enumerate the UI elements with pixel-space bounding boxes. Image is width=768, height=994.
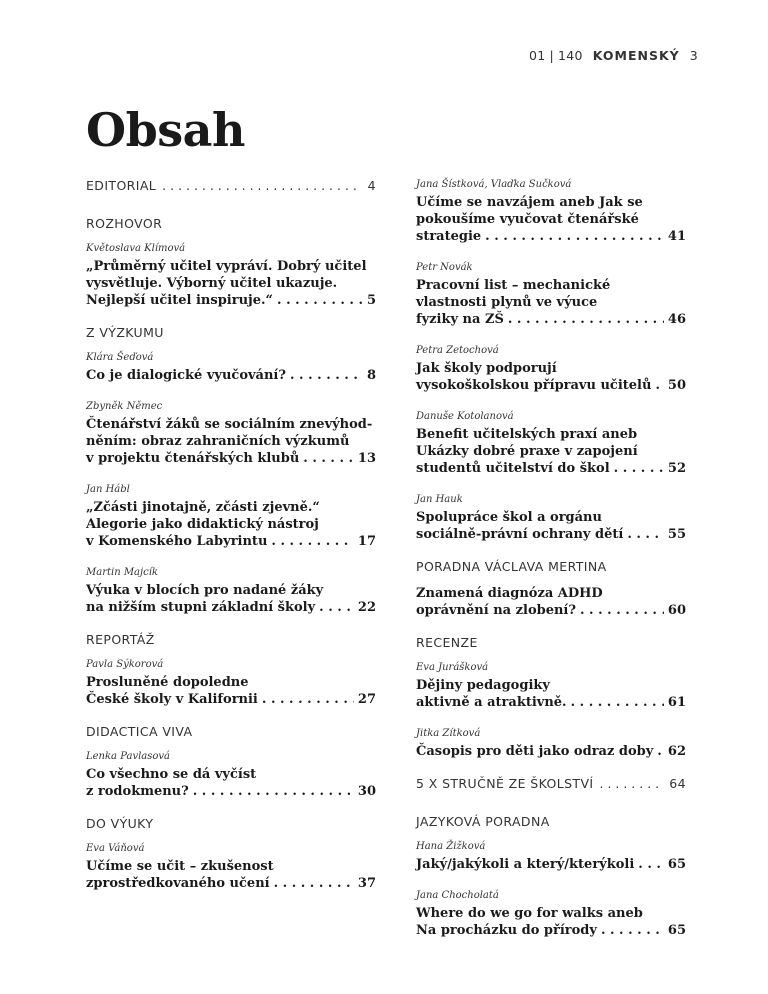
article-author: Eva Váňová xyxy=(86,843,145,854)
separator: | xyxy=(549,48,555,63)
title-last-line xyxy=(416,856,686,873)
article-author: Jan Hábl xyxy=(86,484,130,495)
title-last-line xyxy=(86,599,376,616)
toc-left-column xyxy=(86,178,376,908)
page-number: 55 xyxy=(667,527,686,542)
title-last-line xyxy=(86,292,376,309)
title-line: Na procházku do přírody xyxy=(416,923,597,938)
article-title xyxy=(86,582,376,616)
article-author: Eva Jurášková xyxy=(416,662,489,673)
title-last-line xyxy=(86,367,376,384)
article-title xyxy=(416,585,686,619)
section-heading: JAZYKOVÁ PORADNA xyxy=(416,814,550,829)
title-line: Spolupráce škol a orgánu xyxy=(416,510,602,525)
toc-article xyxy=(416,727,686,760)
leader-dots xyxy=(638,856,664,873)
title-line: Pracovní list – mechanické xyxy=(416,278,611,293)
section-heading: ROZHOVOR xyxy=(86,216,163,231)
title-line: fyziky na ZŠ xyxy=(416,312,504,327)
toc-article xyxy=(416,840,686,873)
toc-article xyxy=(86,566,376,616)
title-line: Čtenářství žáků se sociálním znevýhod- xyxy=(86,417,373,432)
section-heading: PORADNA VÁCLAVA MERTINA xyxy=(416,559,607,574)
article-author: Petra Zetochová xyxy=(416,345,499,356)
section-heading: Z VÝZKUMU xyxy=(86,325,164,340)
title-line: aktivně a atraktivně. xyxy=(416,695,567,710)
title-line: oprávnění na zlobení? xyxy=(416,603,576,618)
leader-dots xyxy=(319,599,354,616)
toc-article xyxy=(416,410,686,477)
leader-dots xyxy=(580,602,664,619)
page-number: 4 xyxy=(367,178,376,193)
title-line: Co všechno se dá vyčíst xyxy=(86,767,257,782)
toc-article xyxy=(416,178,686,245)
issue-count: 140 xyxy=(558,48,583,63)
section-heading: DO VÝUKY xyxy=(86,816,154,831)
article-title xyxy=(86,766,376,800)
title-line: Benefit učitelských praxí aneb xyxy=(416,427,638,442)
title-last-line xyxy=(416,311,686,328)
title-line: Co je dialogické vyučování? xyxy=(86,368,286,383)
leader-dots xyxy=(277,292,363,309)
title-line: v Komenského Labyrintu xyxy=(86,534,268,549)
title-line: studentů učitelství do škol xyxy=(416,461,610,476)
page-number: 37 xyxy=(357,876,376,891)
leader-dots xyxy=(274,875,354,892)
title-line: pokoušíme vyučovat čtenářské xyxy=(416,212,639,227)
article-author: Petr Novák xyxy=(416,262,473,273)
title-line: „Průměrný učitel vypráví. Dobrý učitel xyxy=(86,259,367,274)
section-heading: REPORTÁŽ xyxy=(86,632,155,647)
title-last-line xyxy=(416,602,686,619)
page-number: 60 xyxy=(667,603,686,618)
leader-dots xyxy=(193,783,354,800)
title-last-line xyxy=(86,533,376,550)
article-author: Jana Šístková, Vlaďka Sučková xyxy=(416,179,572,190)
title-line: v projektu čtenářských klubů xyxy=(86,451,300,466)
leader-dots xyxy=(601,922,664,939)
page-number: 61 xyxy=(667,695,686,710)
title-last-line xyxy=(416,922,686,939)
article-author: Jan Hauk xyxy=(416,494,463,505)
page-number: 8 xyxy=(366,368,376,383)
leader-dots xyxy=(262,691,354,708)
toc-article xyxy=(86,483,376,550)
title-last-line xyxy=(416,228,686,245)
toc-article xyxy=(86,242,376,309)
page-number: 22 xyxy=(357,600,376,615)
leader-dots xyxy=(485,228,664,245)
page-number: 3 xyxy=(689,48,698,63)
title-line: „Zčásti jinotajně, zčásti zjevně.“ xyxy=(86,500,320,515)
leader-dots xyxy=(303,450,354,467)
toc-article xyxy=(86,400,376,467)
title-line: Where do we go for walks aneb xyxy=(416,906,643,921)
title-last-line xyxy=(416,460,686,477)
title-line: Výuka v blocích pro nadané žáky xyxy=(86,583,324,598)
title-line: Ukázky dobré praxe v zapojení xyxy=(416,444,638,459)
page-number: 5 xyxy=(366,293,376,308)
title-line: vlastnosti plynů ve výuce xyxy=(416,295,598,310)
leader-dots xyxy=(657,743,664,760)
leader-dots xyxy=(162,178,361,194)
leader-dots xyxy=(655,377,663,394)
title-line: Alegorie jako didaktický nástroj xyxy=(86,517,319,532)
leader-dots xyxy=(600,776,664,792)
page-number: 13 xyxy=(357,451,376,466)
title-last-line xyxy=(416,694,686,711)
title-line: na nižším stupni základní školy xyxy=(86,600,316,615)
page-number: 27 xyxy=(357,692,376,707)
toc-section-entry xyxy=(416,776,686,792)
article-title xyxy=(416,677,686,711)
article-title xyxy=(86,858,376,892)
page-number: 41 xyxy=(667,229,686,244)
title-line: strategie xyxy=(416,229,482,244)
article-author: Klára Šeďová xyxy=(86,352,154,363)
page-header xyxy=(529,48,698,63)
title-last-line xyxy=(86,450,376,467)
section-label: 5 X STRUČNĚ ZE ŠKOLSTVÍ xyxy=(416,776,594,791)
page-number: 17 xyxy=(357,534,376,549)
title-line: zprostředkovaného učení xyxy=(86,876,270,891)
title-line: z rodokmenu? xyxy=(86,784,189,799)
title-line: České školy v Kalifornii xyxy=(86,692,258,707)
article-author: Martin Majcík xyxy=(86,567,158,578)
article-author: Jana Chocholatá xyxy=(416,890,499,901)
title-line: Prosluněné dopoledne xyxy=(86,675,249,690)
article-author: Květoslava Klímová xyxy=(86,243,186,254)
magazine-name: KOMENSKÝ xyxy=(592,48,680,63)
toc-article xyxy=(416,344,686,394)
leader-dots xyxy=(508,311,664,328)
title-line: Učíme se navzájem aneb Jak se xyxy=(416,195,643,210)
title-line: Jak školy podporují xyxy=(416,361,557,376)
title-last-line xyxy=(86,691,376,708)
toc-section-entry xyxy=(86,178,376,194)
toc-article xyxy=(416,661,686,711)
page-title: Obsah xyxy=(86,103,245,157)
title-line: Nejlepší učitel inspiruje.“ xyxy=(86,293,274,308)
article-title xyxy=(416,905,686,939)
page-number: 62 xyxy=(667,744,686,759)
title-line: sociálně-právní ochrany dětí xyxy=(416,527,624,542)
article-title xyxy=(416,360,686,394)
article-author: Pavla Sýkorová xyxy=(86,659,164,670)
leader-dots xyxy=(271,533,354,550)
toc-right-column xyxy=(416,178,686,955)
article-author: Lenka Pavlasová xyxy=(86,751,171,762)
toc-article xyxy=(86,351,376,384)
title-line: Časopis pro děti jako odraz doby xyxy=(416,744,654,759)
article-title xyxy=(416,856,686,873)
article-title xyxy=(416,194,686,245)
article-title xyxy=(416,426,686,477)
page-number: 52 xyxy=(667,461,686,476)
toc-article xyxy=(86,750,376,800)
issue-number: 01 xyxy=(529,48,546,63)
toc-article xyxy=(86,658,376,708)
title-line: Jaký/jakýkoli a který/kterýkoli xyxy=(416,857,635,872)
section-heading: RECENZE xyxy=(416,635,478,650)
article-author: Jitka Zítková xyxy=(416,728,481,739)
page-number: 64 xyxy=(669,776,686,791)
leader-dots xyxy=(627,526,664,543)
title-last-line xyxy=(86,875,376,892)
article-title xyxy=(416,509,686,543)
article-author: Zbyněk Němec xyxy=(86,401,163,412)
title-line: něním: obraz zahraničních výzkumů xyxy=(86,434,350,449)
leader-dots xyxy=(290,367,363,384)
title-last-line xyxy=(416,377,686,394)
leader-dots xyxy=(571,694,664,711)
toc-article xyxy=(416,889,686,939)
title-line: Učíme se učit – zkušenost xyxy=(86,859,274,874)
title-line: vysvětluje. Výborný učitel ukazuje. xyxy=(86,276,338,291)
page-number: 30 xyxy=(357,784,376,799)
title-last-line xyxy=(416,526,686,543)
article-title xyxy=(416,277,686,328)
toc-article xyxy=(86,842,376,892)
article-author: Hana Žižková xyxy=(416,841,486,852)
title-line: Dějiny pedagogiky xyxy=(416,678,550,693)
page-number: 65 xyxy=(667,857,686,872)
leader-dots xyxy=(614,460,664,477)
title-last-line xyxy=(86,783,376,800)
title-last-line xyxy=(416,743,686,760)
article-title xyxy=(416,743,686,760)
article-title xyxy=(86,367,376,384)
toc-article xyxy=(416,585,686,619)
toc-article xyxy=(416,493,686,543)
page-number: 46 xyxy=(667,312,686,327)
title-line: vysokoškolskou přípravu učitelů xyxy=(416,378,652,393)
article-title xyxy=(86,674,376,708)
article-title xyxy=(86,416,376,467)
article-author: Danuše Kotolanová xyxy=(416,411,514,422)
section-heading: DIDACTICA VIVA xyxy=(86,724,193,739)
page-number: 50 xyxy=(667,378,686,393)
article-title xyxy=(86,258,376,309)
title-line: Znamená diagnóza ADHD xyxy=(416,586,603,601)
article-title xyxy=(86,499,376,550)
toc-article xyxy=(416,261,686,328)
section-label: EDITORIAL xyxy=(86,178,157,193)
page-number: 65 xyxy=(667,923,686,938)
